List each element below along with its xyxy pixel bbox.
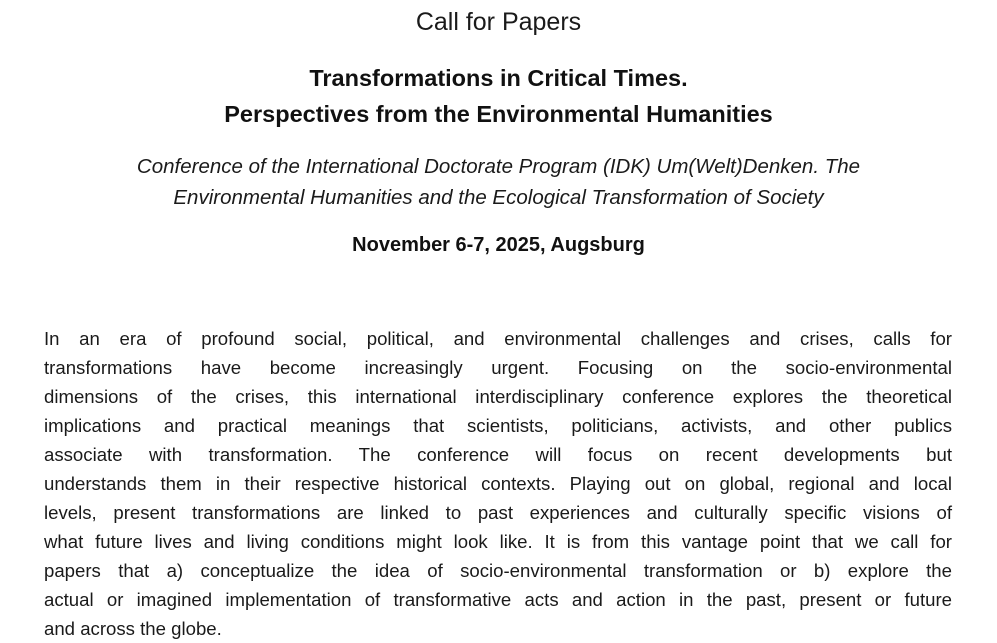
body-line: transformations have become increasingly urgent. Focusing on the socio-environmental bbox=[44, 357, 952, 378]
body-line: actual or imagined implementation of transformative acts and action in the past, present or future bbox=[44, 589, 952, 610]
conference-subtitle-line-2: Environmental Humanities and the Ecological Transformation of Society bbox=[173, 186, 824, 209]
body-line: dimensions of the crises, this international interdisciplinary conference explores the theoretical bbox=[44, 386, 952, 407]
body-line: and across the globe. bbox=[44, 618, 222, 639]
body-paragraph bbox=[44, 324, 952, 643]
body-line: what future lives and living conditions might look like. It is from this vantage point that we call for bbox=[44, 531, 952, 552]
body-line: papers that a) conceptualize the idea of socio-environmental transformation or b) explore the bbox=[44, 560, 952, 581]
conference-subtitle bbox=[40, 151, 957, 213]
conference-date-location: November 6-7, 2025, Augsburg bbox=[352, 234, 645, 256]
body-line: implications and practical meanings that scientists, politicians, activists, and other publics bbox=[44, 415, 952, 436]
body-line: In an era of profound social, political, and environmental challenges and crises, calls for bbox=[44, 328, 952, 349]
body-line: understands them in their respective historical contexts. Playing out on global, regional and local bbox=[44, 473, 952, 494]
body-line: levels, present transformations are linked to past experiences and culturally specific visions of bbox=[44, 502, 952, 523]
conference-subtitle-line-1: Conference of the International Doctorate Program (IDK) Um(Welt)Denken. The bbox=[136, 155, 861, 178]
conference-title-line-1: Transformations in Critical Times. bbox=[309, 65, 688, 91]
call-for-papers-heading: Call for Papers bbox=[415, 8, 582, 36]
conference-title-line-2: Perspectives from the Environmental Humanities bbox=[224, 101, 773, 127]
conference-title bbox=[0, 60, 997, 132]
body-line: associate with transformation. The conference will focus on recent developments but bbox=[44, 444, 952, 465]
